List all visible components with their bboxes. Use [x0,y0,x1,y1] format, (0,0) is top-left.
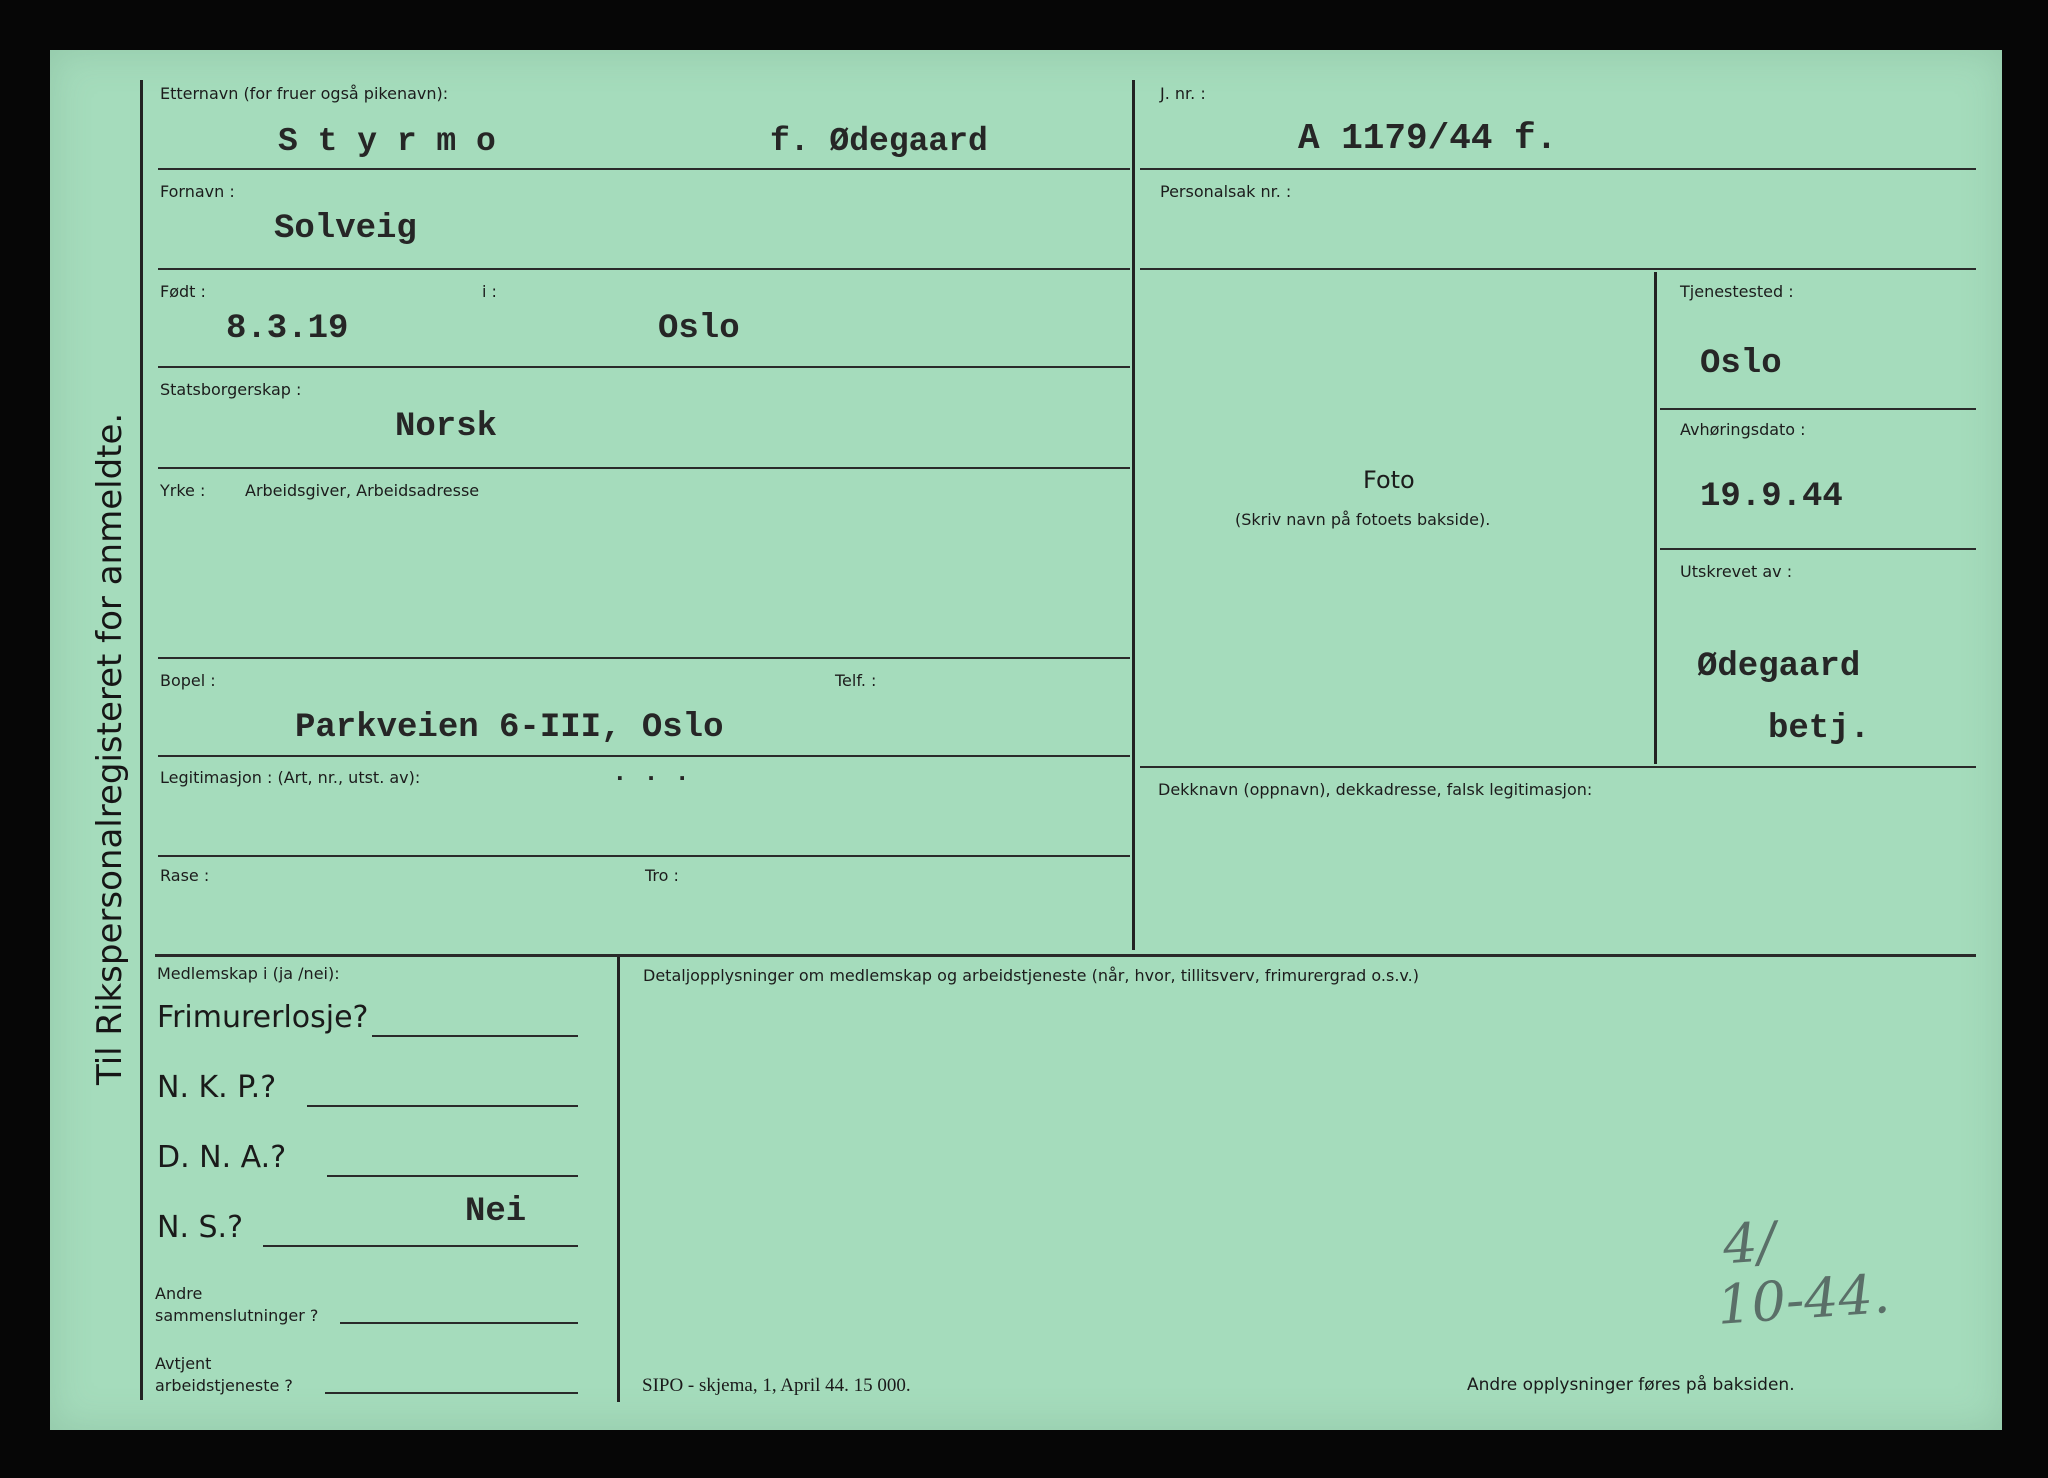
frimurer-question: Frimurerlosje? [157,1000,369,1035]
jnr-label: J. nr. : [1160,84,1206,103]
answer-line [307,1105,578,1107]
cover-label: Dekknavn (oppnavn), dekkadresse, falsk legitimasjon: [1158,780,1593,799]
row-line [158,168,1130,170]
photo-divider-line [1654,272,1657,764]
row-line [158,467,1130,469]
born-value: 8.3.19 [226,310,349,348]
occupation-label: Yrke : [160,481,206,500]
side-text: Til Rikspersonalregisteret for anmeldte. [90,412,130,1085]
citizenship-label: Statsborgerskap : [160,380,302,399]
row-line [1140,766,1976,768]
written-by-value-2: betj. [1768,710,1871,748]
row-line [1140,168,1976,170]
handwritten-line-1: 4/ [1720,1209,1778,1277]
membership-label: Medlemskap i (ja /nei): [157,964,340,983]
firstname-label: Fornavn : [160,182,235,201]
membership-top-line [155,954,1976,957]
citizenship-value: Norsk [395,408,498,446]
row-line [1660,548,1976,550]
nkp-question: N. K. P.? [157,1070,277,1105]
answer-line [263,1245,578,1247]
born-place-label: i : [482,282,497,301]
born-label: Født : [160,282,206,301]
ns-question: N. S.? [157,1210,244,1245]
row-line [1660,408,1976,410]
id-value: . . . [612,758,691,788]
firstname-value: Solveig [274,210,417,248]
phone-label: Telf. : [835,671,877,690]
answer-line [372,1035,578,1037]
answer-line [340,1322,578,1324]
photo-title: Foto [1363,466,1415,494]
surname-value: S t y r m o [278,123,496,160]
other-orgs-label-2: sammenslutninger ? [155,1306,319,1325]
address-value: Parkveien 6-III, Oslo [295,709,724,747]
answer-line [325,1392,578,1394]
row-line [1140,268,1976,270]
form-footer-left: SIPO - skjema, 1, April 44. 15 000. [642,1375,911,1396]
membership-divider-line [617,956,620,1402]
address-label: Bopel : [160,671,216,690]
photo-instruction: (Skriv navn på fotoets bakside). [1235,510,1491,529]
row-line [158,268,1130,270]
handwritten-line-2: 10-44. [1715,1261,1892,1337]
other-orgs-label-1: Andre [155,1284,203,1303]
born-place-value: Oslo [658,310,740,348]
form-footer-right: Andre opplysninger føres på baksiden. [1467,1375,1795,1395]
maiden-name-value: f. Ødegaard [770,123,988,160]
duty-station-label: Tjenestested : [1680,282,1794,301]
surname-label: Etternavn (for fruer også pikenavn): [160,84,449,103]
row-line [158,657,1130,659]
jnr-value: A 1179/44 f. [1298,118,1558,159]
answer-line [327,1175,578,1177]
employer-label: Arbeidsgiver, Arbeidsadresse [245,481,480,500]
row-line [158,755,1130,757]
dna-question: D. N. A.? [157,1140,287,1175]
details-label: Detaljopplysninger om medlemskap og arbeidstjeneste (når, hvor, tillitsverv, frimurergrad o.s.v.) [643,966,1419,985]
left-margin-line [140,80,143,1400]
center-divider-line [1132,80,1135,950]
row-line [158,366,1130,368]
ns-value: Nei [465,1193,527,1231]
interrogation-date-value: 19.9.44 [1700,478,1843,516]
interrogation-date-label: Avhøringsdato : [1680,420,1806,439]
personal-case-label: Personalsak nr. : [1160,182,1292,201]
handwritten-note [1711,1204,1892,1336]
written-by-label: Utskrevet av : [1680,562,1793,581]
race-label: Rase : [160,866,210,885]
written-by-value-1: Ødegaard [1697,648,1861,686]
faith-label: Tro : [645,866,679,885]
service-label-2: arbeidstjeneste ? [155,1376,293,1395]
duty-station-value: Oslo [1700,345,1782,383]
row-line [158,855,1130,857]
service-label-1: Avtjent [155,1354,212,1373]
id-label: Legitimasjon : (Art, nr., utst. av): [160,768,421,787]
